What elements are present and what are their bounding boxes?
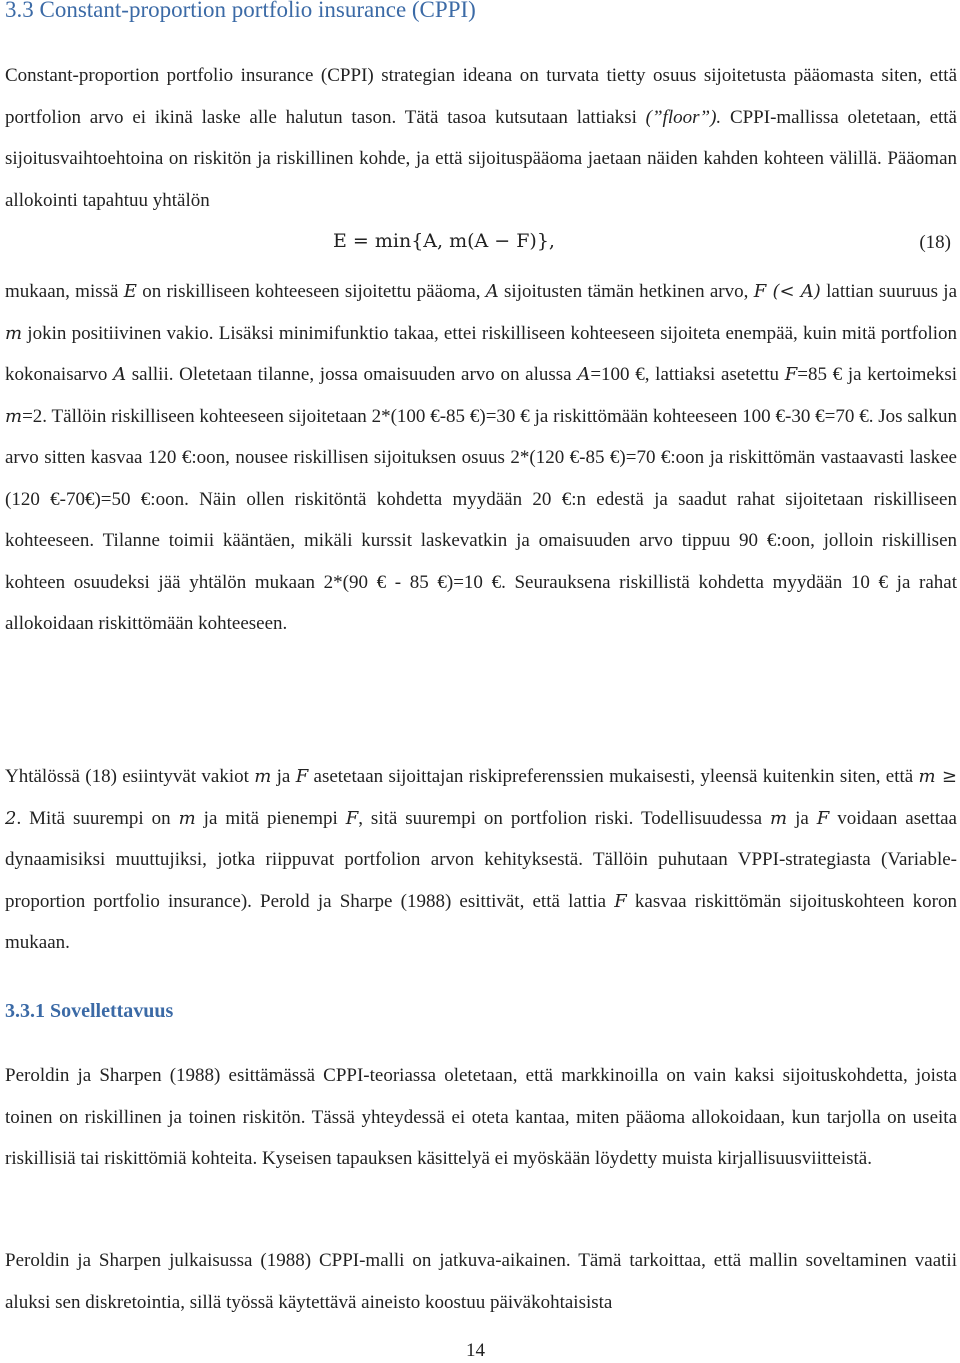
equation-18 xyxy=(5,226,957,266)
math-var: F xyxy=(784,364,798,385)
paragraph-cppi-intro xyxy=(5,55,957,221)
math-var: E xyxy=(123,281,137,302)
math-var: F (< A) xyxy=(753,281,821,302)
text-line: sijoituspääoma jaetaan näiden kahden kohteen välillä. Pääoman allokointi tapahtuu yhtälön xyxy=(5,148,957,211)
math-var: m xyxy=(254,766,272,787)
text-run: Yhtälössä (18) esiintyvät vakiot xyxy=(5,766,255,787)
math-var: m xyxy=(5,322,23,344)
section-heading: 3.3 Constant-proportion portfolio insurance (CPPI) xyxy=(5,0,476,22)
text-run: sallii. Oletetaan tilanne, jossa omaisuuden arvo on alussa xyxy=(126,364,578,385)
text-run: =2. Tällöin riskilliseen kohteeseen sijoitetaan 2*(100 €-85 €)=30 € ja riskittömään kohteeseen 100 €-30 €=70 €. Jos salkun arvo sitten kasvaa 120 €:oon, nousee riskillisen sijoituksen osuus 2*(120 €-85 €)=70 €:oon ja riskittömän vastaavasti laskee (120 €-70€)=50 €:oon. Näin ollen riskitöntä kohdetta myydään 20 €:n edestä ja saadut rahat sijoitetaan riskilliseen kohteeseen. Tilanne toimii kääntäen, mikäli kurssit laskevatkin ja omaisuuden arvo tippuu 90 €:oon, jolloin riskillisen kohteen osuudeksi jää yhtälön mukaan 2*(90 € - 85 €)=10 €. Seurauksena riskillistä kohdetta myydään 10 € ja rahat allokoidaan riskittömään kohteeseen. xyxy=(5,405,957,634)
paragraph-applicability: Peroldin ja Sharpen (1988) esittämässä CPPI-teoriassa oletetaan, että markkinoilla on vain kaksi sijoituskohdetta, joista toinen on riskillinen ja toinen riskitön. Tässä yhteydessä ei oteta kantaa, miten pääoma allokoidaan, kun tarjolla on useita riskillisiä tai riskittömiä kohteita. Kyseisen tapauksen käsittelyä ei myöskään löydetty muista kirjallisuusviitteistä. xyxy=(5,1065,957,1169)
text-line: CPPI-mallissa oletetaan, että sijoitusvaihtoehtoina on riskitön ja riskillinen kohde, ja että xyxy=(5,106,957,169)
text-run: asetetaan sijoittajan riskipreferenssien mukaisesti, yleensä kuitenkin siten, että xyxy=(308,766,919,787)
text-run: kasvaa riskittömän sijoituskohteen koron mukaan. xyxy=(5,890,957,953)
floor-term: (”floor”). xyxy=(645,106,722,128)
text-run: mukaan, missä xyxy=(5,281,124,302)
math-var: m xyxy=(178,807,196,829)
text-line: Constant-proportion portfolio insurance (CPPI) strategian ideana on turvata tietty osuus sijoitetusta xyxy=(5,65,787,86)
paragraph-cppi-example xyxy=(5,271,957,645)
text-line: pääomasta siten, että portfolion arvo ei ikinä laske alle halutun tason. Tätä tasoa kutsutaan lattiaksi xyxy=(5,65,958,128)
text-run: , sitä suurempi on portfolion riski. Todellisuudessa xyxy=(358,807,771,829)
text-run: ja xyxy=(787,807,817,829)
math-var: m xyxy=(5,405,23,427)
text-run: voidaan asettaa dynaamisiksi muuttujiksi, jotka riippuvat portfolion arvon kehityksestä. Tällöin puhutaan VPPI-strategiasta (Variable-proportion portfolio insurance). Perold ja Sharpe (1988) esittivät, että lattia xyxy=(5,807,957,912)
text-run: sijoitusten tämän hetkinen arvo, xyxy=(498,281,749,302)
text-run: ja xyxy=(271,766,296,787)
math-var: F xyxy=(295,766,309,787)
math-var: A xyxy=(113,364,127,385)
text-run: lattian suuruus ja xyxy=(820,281,958,302)
text-run: =100 €, lattiaksi asetettu xyxy=(590,364,785,385)
text-run: jokin positiivinen vakio. Lisäksi minimifunktio takaa, ettei riskilliseen kohteeseen sijoiteta enempää, kuin mitä portfolion kokonaisarvo xyxy=(5,322,957,385)
paragraph-continuous-time: Peroldin ja Sharpen julkaisussa (1988) CPPI-malli on jatkuva-aikainen. Tämä tarkoittaa, että mallin soveltaminen vaatii aluksi sen diskretointia, sillä työssä käytettävä aineisto koostuu päiväkohtaisista xyxy=(5,1250,957,1313)
text-run: . Mitä suurempi on xyxy=(16,807,179,829)
text-run: =85 € ja kertoimeksi xyxy=(797,364,957,385)
text-run: on riskilliseen kohteeseen sijoitettu pääoma, xyxy=(136,281,486,302)
page-number: 14 xyxy=(466,1340,485,1361)
math-var: A xyxy=(577,364,591,385)
paragraph-constants xyxy=(5,756,957,964)
text-run: ja mitä pienempi xyxy=(195,807,346,829)
math-var: A xyxy=(485,281,499,302)
math-var: F xyxy=(614,890,627,912)
math-var: F xyxy=(345,807,359,829)
equation-number: (18) xyxy=(919,232,951,253)
math-var: F xyxy=(816,807,830,829)
equation-formula: E = min{A, m(A − F)}, xyxy=(333,230,555,252)
math-var: m xyxy=(770,807,788,829)
math-var: m ≥ 2 xyxy=(5,766,957,829)
subsection-heading: 3.3.1 Sovellettavuus xyxy=(5,1000,174,1022)
